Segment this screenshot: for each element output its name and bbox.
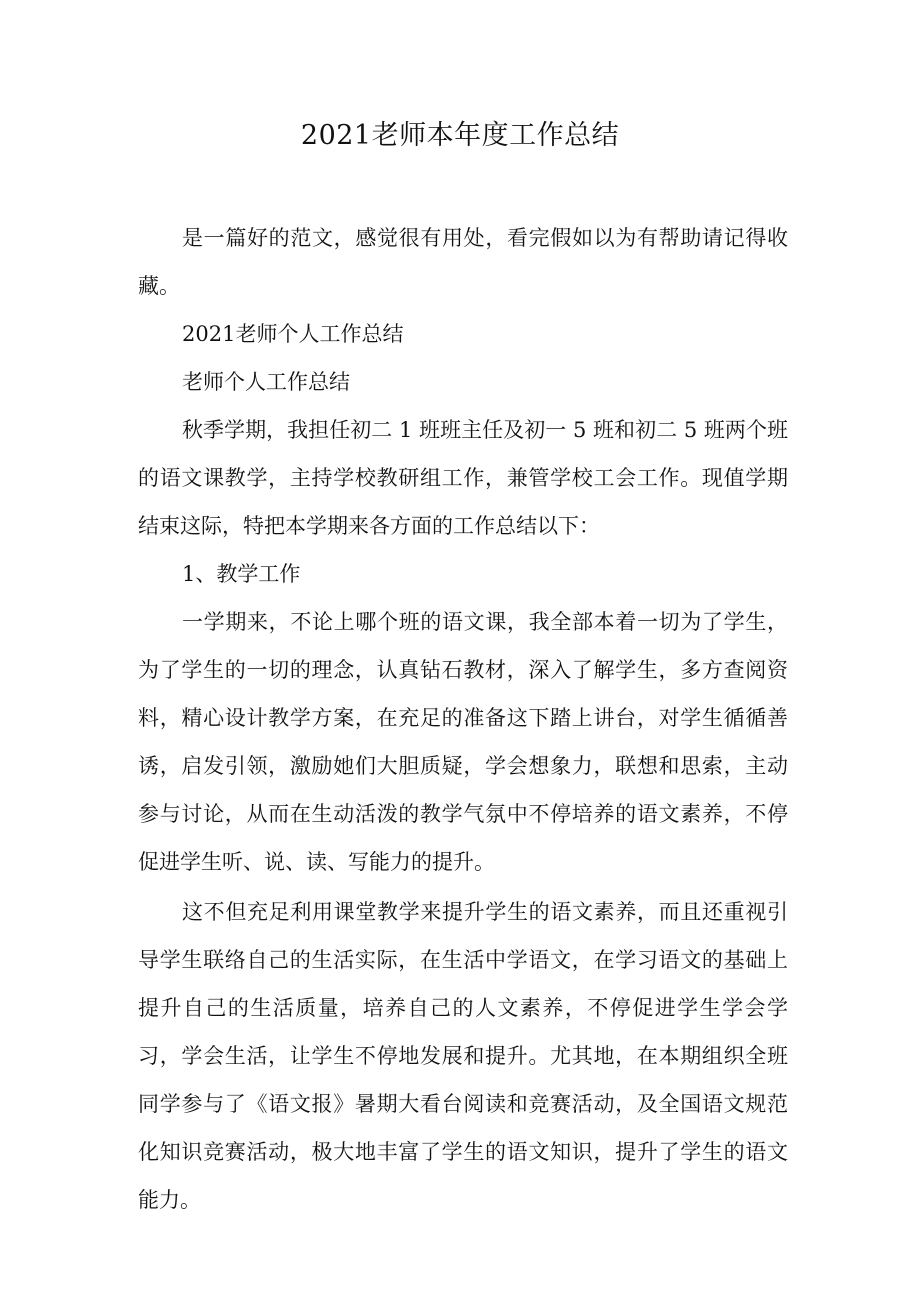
intro-paragraph: 是一篇好的范文，感觉很有用处，看完假如以为有帮助请记得收藏。	[138, 226, 788, 298]
literacy-paragraph: 这不但充足利用课堂教学来提升学生的语文素养，而且还重视引导学生联络自己的生活实际，在生活中学语文，在学习语文的基础上提升自己的生活质量，培养自己的人文素养，不停促进学生学会学习，学会生活，让学生不停地发展和提升。尤其地，在本期组织全班同学参与了《语文报》暑期大看台阅读和竞赛活动，及全国语文规范化知识竞赛活动，极大地丰富了学生的语文知识，提升了学生的语文能力。	[138, 900, 788, 1212]
section-heading: 1、教学工作	[182, 562, 301, 586]
teaching-paragraph: 一学期来，不论上哪个班的语文课，我全部本着一切为了学生，为了学生的一切的理念，认真钻石教材，深入了解学生，多方查阅资料，精心设计教学方案，在充足的准备这下踏上讲台，对学生循循善诱，启发引领，激励她们大胆质疑，学会想象力，联想和思索，主动参与讨论，从而在生动活泼的教学气氛中不停培养的语文素养，不停促进学生听、说、读、写能力的提升。	[138, 610, 788, 874]
subheading-paragraph: 老师个人工作总结	[182, 370, 350, 394]
subtitle-paragraph: 2021老师个人工作总结	[182, 322, 404, 346]
semester-paragraph: 秋季学期，我担任初二 1 班班主任及初一 5 班和初二 5 班两个班的语文课教学，主持学校教研组工作，兼管学校工会工作。现值学期结束这际，特把本学期来各方面的工作总结以下：	[138, 418, 788, 538]
document-title: 2021老师本年度工作总结	[300, 120, 620, 151]
document-body	[138, 214, 788, 1224]
